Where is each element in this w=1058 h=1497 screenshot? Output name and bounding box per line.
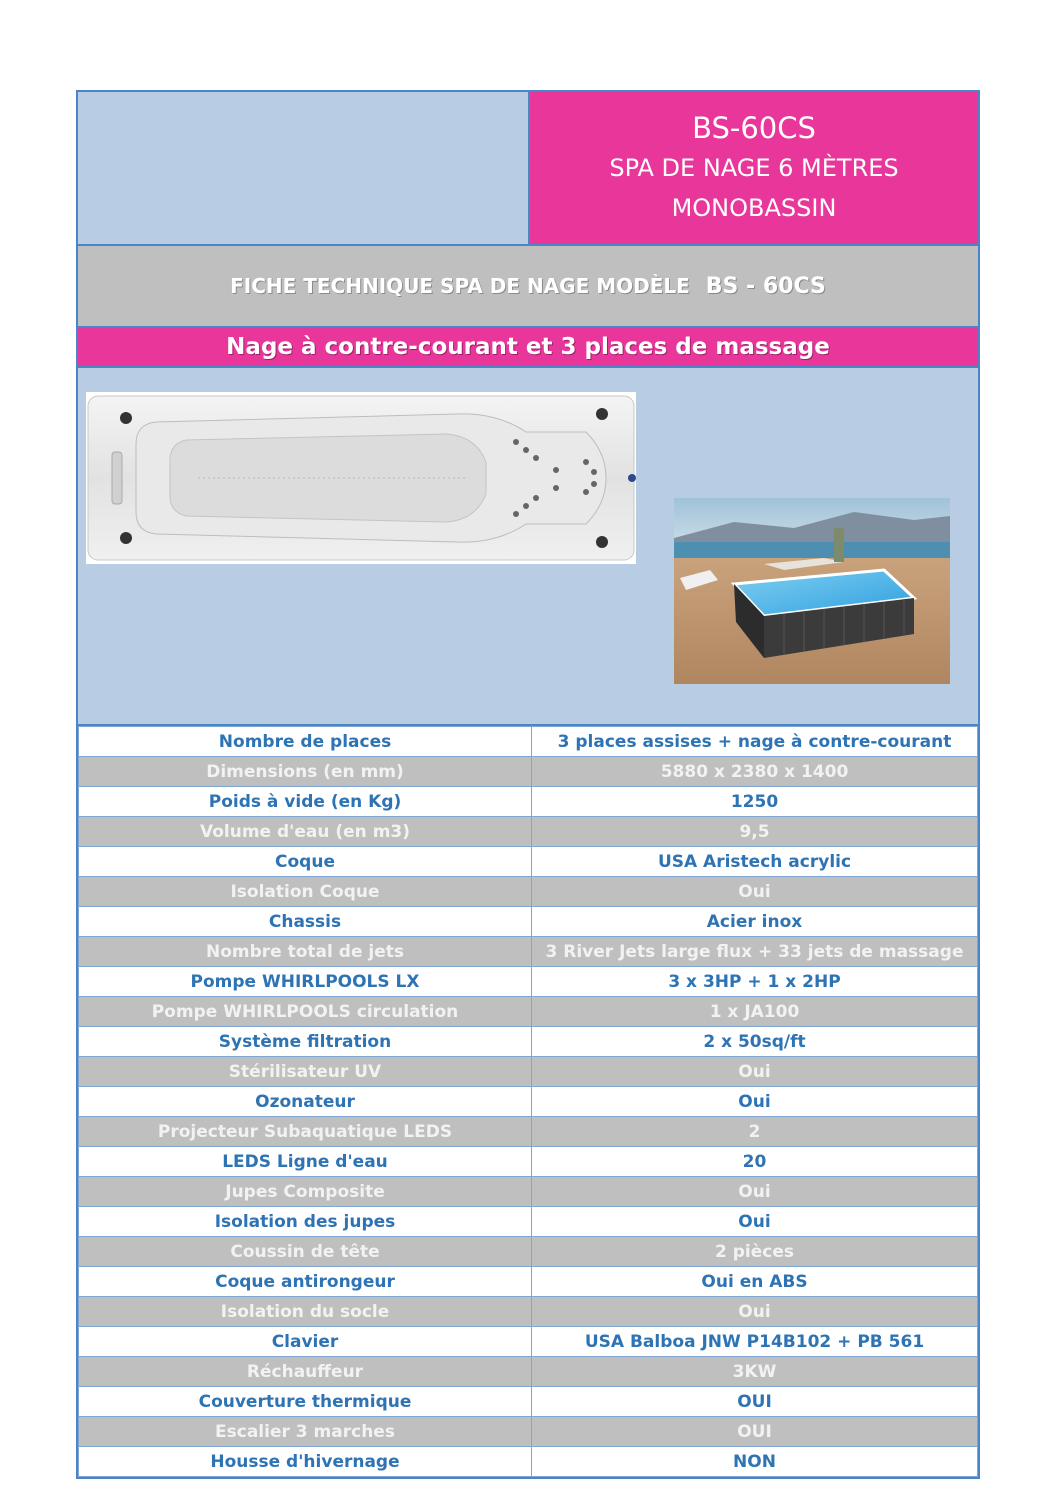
fiche-technique-banner: [78, 246, 978, 328]
spec-value: Oui: [532, 1297, 978, 1327]
header-row: [78, 92, 978, 246]
spec-label: Coque: [79, 847, 532, 877]
spec-value: Oui en ABS: [532, 1267, 978, 1297]
spec-label: Jupes Composite: [79, 1177, 532, 1207]
spec-label: Couverture thermique: [79, 1387, 532, 1417]
spec-row: [79, 877, 978, 907]
spec-row: [79, 967, 978, 997]
spec-row: [79, 1327, 978, 1357]
spec-label: Isolation Coque: [79, 877, 532, 907]
spec-value: 1250: [532, 787, 978, 817]
spec-label: Dimensions (en mm): [79, 757, 532, 787]
spec-label: Isolation du socle: [79, 1297, 532, 1327]
spec-label: Chassis: [79, 907, 532, 937]
spec-row: [79, 1357, 978, 1387]
spec-row: [79, 1267, 978, 1297]
spec-table: [78, 726, 978, 1477]
spec-row: [79, 907, 978, 937]
spec-row: [79, 847, 978, 877]
spec-label: Poids à vide (en Kg): [79, 787, 532, 817]
images-section: [78, 368, 978, 726]
spec-value: 2: [532, 1117, 978, 1147]
spec-row: [79, 817, 978, 847]
spec-label: Coussin de tête: [79, 1237, 532, 1267]
spec-value: Oui: [532, 1207, 978, 1237]
spec-row: [79, 1147, 978, 1177]
spec-value: NON: [532, 1447, 978, 1477]
spec-value: 2 pièces: [532, 1237, 978, 1267]
header-blank-cell: [78, 92, 530, 244]
spec-label: Clavier: [79, 1327, 532, 1357]
spa-top-view-image: [86, 392, 636, 564]
spec-value: 1 x JA100: [532, 997, 978, 1027]
spec-value: OUI: [532, 1387, 978, 1417]
spec-row: [79, 1417, 978, 1447]
spec-value: 5880 x 2380 x 1400: [532, 757, 978, 787]
spec-row: [79, 1177, 978, 1207]
spec-label: Coque antirongeur: [79, 1267, 532, 1297]
spec-label: Projecteur Subaquatique LEDS: [79, 1117, 532, 1147]
spec-value: 3 x 3HP + 1 x 2HP: [532, 967, 978, 997]
spec-row: [79, 1237, 978, 1267]
spec-label: Nombre total de jets: [79, 937, 532, 967]
spec-label: Escalier 3 marches: [79, 1417, 532, 1447]
spec-value: Acier inox: [532, 907, 978, 937]
spec-row: [79, 997, 978, 1027]
spec-row: [79, 1057, 978, 1087]
spec-label: Système filtration: [79, 1027, 532, 1057]
spec-value: Oui: [532, 877, 978, 907]
spec-value: 3 River Jets large flux + 33 jets de massage: [532, 937, 978, 967]
spec-label: Housse d'hivernage: [79, 1447, 532, 1477]
spec-label: Nombre de places: [79, 727, 532, 757]
header-title-cell: [530, 92, 978, 244]
model-title: BS-60CS: [692, 111, 816, 145]
spec-row: [79, 1087, 978, 1117]
spec-row: [79, 937, 978, 967]
spec-row: [79, 757, 978, 787]
spec-row: [79, 727, 978, 757]
fiche-title: FICHE TECHNIQUE SPA DE NAGE MODÈLE: [230, 274, 690, 298]
spec-label: Ozonateur: [79, 1087, 532, 1117]
spec-row: [79, 1447, 978, 1477]
spec-value: USA Balboa JNW P14B102 + PB 561: [532, 1327, 978, 1357]
spec-value: 20: [532, 1147, 978, 1177]
tagline-banner: Nage à contre-courant et 3 places de massage: [78, 328, 978, 368]
spec-label: Pompe WHIRLPOOLS LX: [79, 967, 532, 997]
spec-row: [79, 1027, 978, 1057]
spec-row: [79, 1387, 978, 1417]
spec-value: Oui: [532, 1087, 978, 1117]
spec-value: 3KW: [532, 1357, 978, 1387]
spec-value: 2 x 50sq/ft: [532, 1027, 978, 1057]
spec-sheet: [76, 90, 980, 1479]
spec-value: OUI: [532, 1417, 978, 1447]
fiche-code: BS - 60CS: [705, 273, 826, 299]
spec-label: Stérilisateur UV: [79, 1057, 532, 1087]
spec-value: USA Aristech acrylic: [532, 847, 978, 877]
spec-row: [79, 1297, 978, 1327]
spec-row: [79, 1117, 978, 1147]
spec-label: Isolation des jupes: [79, 1207, 532, 1237]
spec-label: Volume d'eau (en m3): [79, 817, 532, 847]
subtitle-line-1: SPA DE NAGE 6 MÈTRES: [609, 154, 899, 182]
spec-label: Réchauffeur: [79, 1357, 532, 1387]
spec-label: LEDS Ligne d'eau: [79, 1147, 532, 1177]
spec-row: [79, 787, 978, 817]
spec-label: Pompe WHIRLPOOLS circulation: [79, 997, 532, 1027]
spec-value: 9,5: [532, 817, 978, 847]
subtitle-line-2: MONOBASSIN: [671, 194, 837, 222]
spec-value: Oui: [532, 1177, 978, 1207]
spec-value: 3 places assises + nage à contre-courant: [532, 727, 978, 757]
spec-row: [79, 1207, 978, 1237]
spa-lifestyle-photo: [674, 498, 950, 684]
spec-value: Oui: [532, 1057, 978, 1087]
